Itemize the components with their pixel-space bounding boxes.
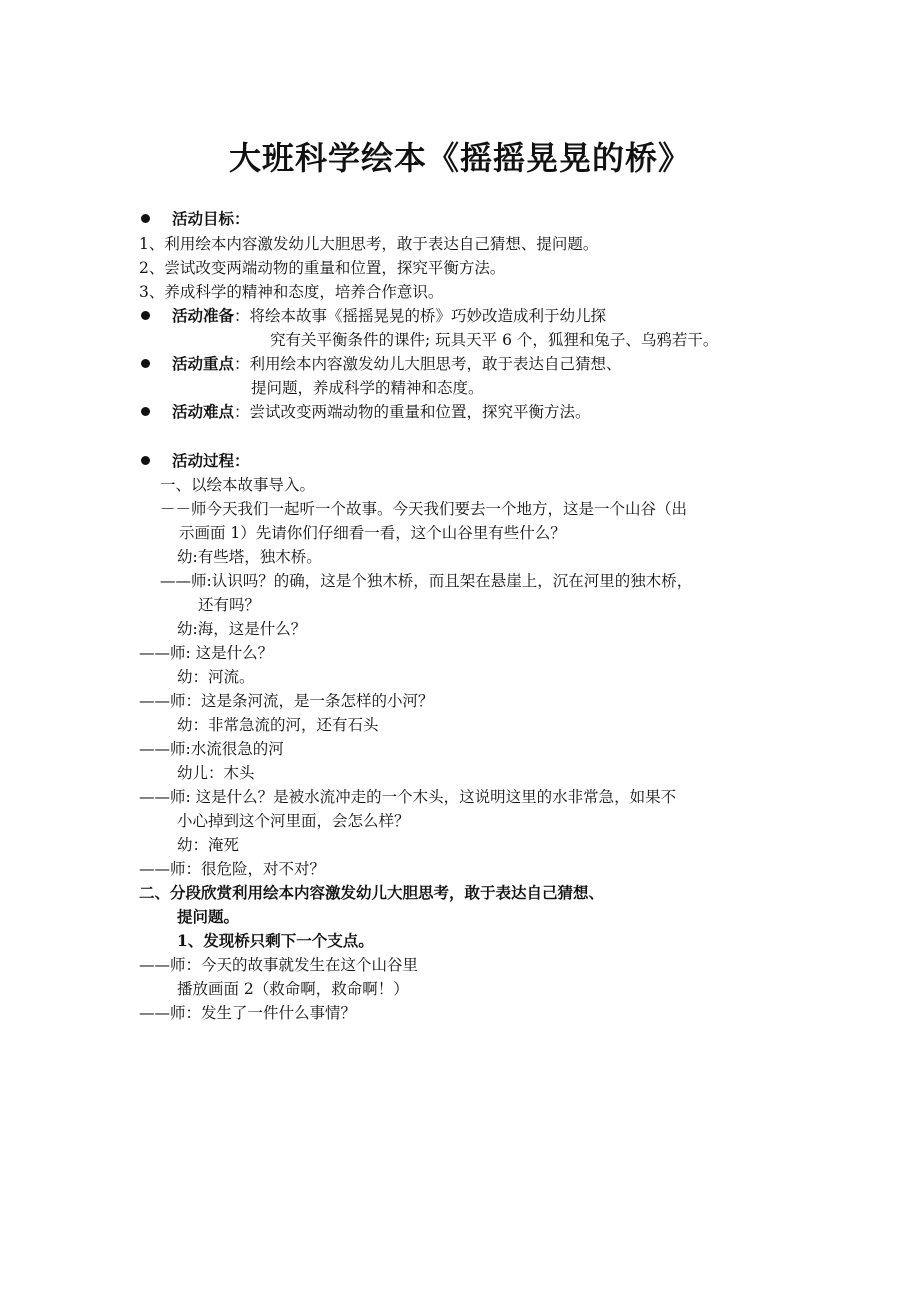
preparation-text-continued: 究有关平衡条件的课件; 玩具天平 6 个，狐狸和兔子、乌鸦若干。 (270, 331, 719, 349)
process-line: ——师：发生了一件什么事情？ (139, 1004, 357, 1022)
bullet-icon (141, 311, 150, 320)
key-point-text-continued: 提问题，养成科学的精神和态度。 (251, 379, 484, 397)
objective-item: 2、尝试改变两端动物的重量和位置，探究平衡方法。 (139, 259, 506, 277)
process-label: 活动过程： (172, 451, 250, 470)
key-point-line (172, 352, 622, 376)
process-line: 幼：非常急流的河，还有石头 (177, 716, 379, 734)
preparation-label: 活动准备 (172, 306, 235, 325)
process-line: 还有吗？ (198, 596, 261, 614)
page-title: 大班科学绘本《摇摇晃晃的桥》 (228, 139, 691, 177)
process-line: ——师: 这是什么？ (139, 644, 274, 662)
key-point-label: 活动重点 (172, 354, 235, 373)
objective-item: 1、利用绘本内容激发幼儿大胆思考，敢于表达自己猜想、提问题。 (139, 235, 599, 253)
bullet-icon (141, 359, 150, 368)
objectives-label: 活动目标： (172, 209, 250, 228)
key-point-text: ：利用绘本内容激发幼儿大胆思考，敢于表达自己猜想、 (234, 355, 622, 373)
process-line: 小心掉到这个河里面，会怎么样？ (177, 812, 410, 830)
process-line: 幼：淹死 (177, 836, 240, 854)
process-line: ——师：今天的故事就发生在这个山谷里 (139, 956, 419, 974)
process-line: ——师：这是条河流，是一条怎样的小河？ (139, 692, 434, 710)
preparation-text: ：将绘本故事《摇摇晃晃的桥》巧妙改造成利于幼儿探 (234, 307, 607, 325)
process-line: 幼：河流。 (177, 668, 255, 686)
process-section-heading: 二、分段欣赏利用绘本内容激发幼儿大胆思考，敢于表达自己猜想、 (139, 883, 605, 902)
process-line: 一、以绘本故事导入。 (160, 476, 316, 494)
difficulty-line (172, 400, 591, 424)
process-line: －－师今天我们一起听一个故事。今天我们要去一个地方，这是一个山谷（出 (160, 500, 688, 518)
bullet-icon (141, 407, 150, 416)
process-line: 播放画面 2（救命啊，救命啊！） (177, 980, 409, 998)
bullet-icon (141, 456, 150, 465)
process-line: 示画面 1）先请你们仔细看一看，这个山谷里有些什么？ (179, 524, 566, 542)
process-line: ——师:水流很急的河 (139, 740, 284, 758)
process-line: 幼:有些塔，独木桥。 (177, 548, 322, 566)
process-line: 幼:海，这是什么？ (177, 620, 307, 638)
process-line: 幼儿：木头 (177, 764, 255, 782)
bullet-icon (141, 214, 150, 223)
difficulty-label: 活动难点 (172, 402, 235, 421)
objective-item: 3、养成科学的精神和态度，培养合作意识。 (139, 283, 444, 301)
process-line: ——师：很危险，对不对？ (139, 860, 326, 878)
process-section-heading-continued: 提问题。 (177, 907, 240, 926)
difficulty-text: ：尝试改变两端动物的重量和位置，探究平衡方法。 (234, 403, 591, 421)
process-line: ——师:认识吗？的确，这是个独木桥，而且架在悬崖上，沉在河里的独木桥， (160, 572, 693, 590)
preparation-line (172, 304, 606, 328)
process-subheading: 1、发现桥只剩下一个支点。 (177, 931, 374, 950)
process-line: ——师: 这是什么？是被水流冲走的一个木头，这说明这里的水非常急，如果不 (139, 788, 677, 806)
